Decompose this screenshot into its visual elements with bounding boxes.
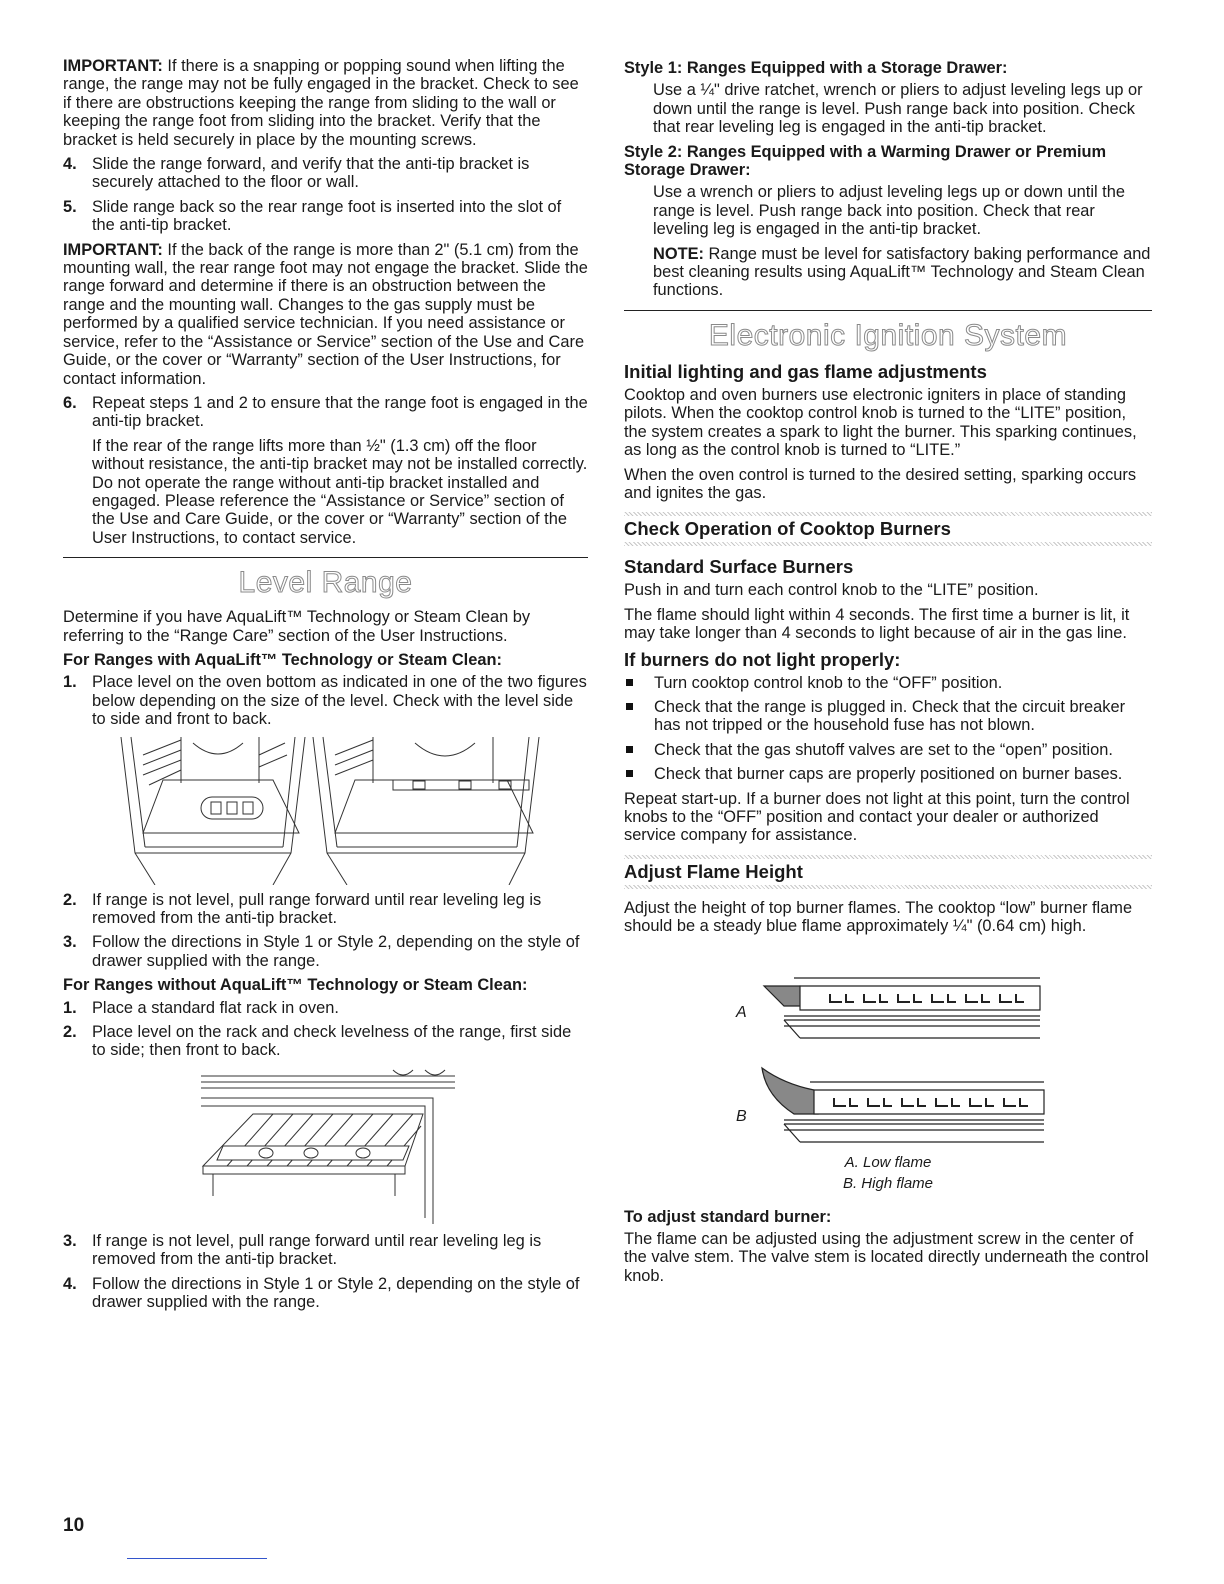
initial-paragraph-2: When the oven control is turned to the desired setting, sparking occurs and ignites the gas. [624,465,1137,502]
step-text: Slide the range forward, and verify that the anti-tip bracket is securely attached to the floor or wall. [92,155,530,192]
standard-paragraph-1: Push in and turn each control knob to the “LITE” position. [624,581,1039,600]
step-text: Follow the directions in Style 1 or Style 2, depending on the style of drawer supplied with the range. [92,1274,580,1312]
style-1-heading: Style 1: Ranges Equipped with a Storage Drawer: [624,59,1008,77]
bullet-square-icon [626,703,633,710]
with-step-1 [63,673,588,728]
oven-figure-1 [121,737,305,885]
step-number: 6. [63,393,77,412]
high-flame-figure [762,1068,1044,1142]
level-intro: Determine if you have AquaLift™ Technology or Steam Clean by referring to the “Range Care” section of the User Instructions. [63,608,531,645]
important-note-1 [63,57,588,149]
rack-level-figure [63,1066,588,1226]
standard-burners-heading: Standard Surface Burners [624,556,854,578]
section-divider [624,310,1152,311]
without-aqualift-heading: For Ranges without AquaLift™ Technology or Steam Clean: [63,976,528,995]
flame-diagram [754,956,1174,1146]
note-label: NOTE: [653,244,704,263]
step-text: If range is not level, pull range forward until rear leveling leg is removed from the anti-tip bracket. [92,890,542,927]
step-text: Repeat steps 1 and 2 to ensure that the range foot is engaged in the anti-tip bracket. [92,393,588,431]
step-text: Slide range back so the rear range foot is inserted into the slot of the anti-tip bracket. [92,197,562,235]
oven-level-figures [63,735,588,885]
caption-low-flame: A. Low flame [844,1153,932,1171]
oven-figure-2 [313,737,539,885]
style-2-heading: Style 2: Ranges Equipped with a Warming Drawer or Premium Storage Drawer: [624,142,1107,180]
step-number: 5. [63,197,77,216]
bullet-item [624,698,1152,735]
step-number: 4. [63,1274,77,1293]
without-step-4 [63,1275,588,1312]
left-column [63,57,588,1317]
step-5 [63,198,588,235]
bullet-text: Check that burner caps are properly positioned on burner bases. [654,765,1123,784]
step-text: Place level on the oven bottom as indicated in one of the two figures below depending on the size of the level. Check with the level side to side and front to back. [92,673,587,729]
electronic-ignition-title: Electronic Ignition System [708,318,1068,352]
step-text: Place level on the rack and check levelness of the range, first side to side; then front to back. [92,1023,572,1060]
step-text: Place a standard flat rack in oven. [92,998,339,1017]
bullet-text: Check that the range is plugged in. Check that the circuit breaker has not tripped or the household fuse has not blown. [654,697,1126,735]
to-adjust-heading: To adjust standard burner: [624,1207,832,1226]
step-6 [63,394,588,431]
repeat-paragraph: Repeat start-up. If a burner does not light at this point, turn the control knobs to the “OFF” position and contact your dealer or authorized service company for assistance. [624,789,1130,845]
to-adjust-paragraph: The flame can be adjusted using the adjustment screw in the center of the valve stem. The valve stem is located directly underneath the control knob. [624,1230,1149,1285]
with-aqualift-heading: For Ranges with AquaLift™ Technology or Steam Clean: [63,650,502,669]
standard-paragraph-2: The flame should light within 4 seconds. The first time a burner is lit, it may take longer than 4 seconds to light because of air in the gas line. [624,605,1130,643]
footer-line [127,1558,267,1559]
step-number: 3. [63,1231,77,1250]
step-number: 4. [63,155,77,174]
not-light-heading: If burners do not light properly: [624,648,901,670]
step-text: Follow the directions in Style 1 or Style 2, depending on the style of drawer supplied with the range. [92,933,580,970]
important-label: IMPORTANT: [63,57,163,75]
bullet-square-icon [626,746,633,753]
bullet-item [624,674,1152,692]
style-1-text: Use a ¼" drive ratchet, wrench or pliers to adjust leveling legs up or down until the range is level. Push range back into position. Check that rear leveling leg is engaged in the anti-tip bracket. [653,81,1143,137]
step-6-note: If the rear of the range lifts more than ½" (1.3 cm) off the floor without resistance, the anti-tip bracket may not be installed correctly. Do not operate the range without anti-tip bracket installed and engaged. Please reference the “Assistance or Service” section of the Use and Care Guide, or the cover or “Warranty” section of the User Instructions, to contact service. [92,436,588,547]
page-number: 10 [63,1515,85,1536]
bullet-square-icon [626,679,633,686]
adjust-paragraph: Adjust the height of top burner flames. The cooktop “low” burner flame should be a steady blue flame approximately ¼" (0.64 cm) high. [624,898,1133,936]
figure-label-b: B [736,1107,747,1125]
check-operation-banner: Check Operation of Cooktop Burners [624,512,1152,546]
important-text: If the back of the range is more than 2" (5.1 cm) from the mounting wall, the rear range foot may not engage the bracket. Slide the range forward and determine if there is an obstruction between the range and the mounting wall. Changes to the gas supply must be performed by a qualified service technician. If you need assistance or service, refer to the “Assistance or Service” section of the Use and Care Guide, or the cover or “Warranty” section of the User Instructions, for contact information. [63,240,588,388]
flame-captions [624,1152,1152,1194]
adjust-flame-banner: Adjust Flame Height [624,855,1152,889]
important-label: IMPORTANT: [63,240,163,259]
level-note [624,245,1152,300]
step-number: 3. [63,933,77,952]
section-divider [63,557,588,558]
right-column [624,57,1152,1291]
with-step-3 [63,933,588,970]
bullet-text: Turn cooktop control knob to the “OFF” position. [654,673,1003,692]
bullet-item [624,741,1152,759]
bullet-square-icon [626,770,633,777]
low-flame-figure [764,978,1040,1038]
figure-label-a: A [736,1003,747,1021]
step-number: 1. [63,998,77,1017]
step-number: 2. [63,1023,77,1042]
caption-high-flame: B. High flame [842,1174,934,1192]
style-2-text: Use a wrench or pliers to adjust leveling legs up or down until the range is level. Push range back into position. Check that rear leveling leg is engaged in the anti-tip bracket. [653,183,1125,239]
step-text: If range is not level, pull range forward until rear leveling leg is removed from the anti-tip bracket. [92,1231,542,1269]
flame-figures [624,956,1152,1146]
note-text: Range must be level for satisfactory baking performance and best cleaning results using AquaLift™ Technology and Steam Clean functions. [653,244,1151,300]
without-step-1 [63,999,588,1017]
without-step-3 [63,1232,588,1269]
important-text: If there is a snapping or popping sound when lifting the range, the range may not be fully engaged in the bracket. Check to see if there are obstructions keeping the range from sliding to the wall or keeping the range foot from sliding into the bracket. Verify that the bracket is held securely in place by the mounting screws. [63,57,579,149]
bullet-text: Check that the gas shutoff valves are set to the “open” position. [654,740,1113,759]
step-number: 2. [63,890,77,909]
without-step-2 [63,1023,588,1060]
important-note-2 [63,241,588,388]
step-number: 1. [63,673,77,692]
level-range-title: Level Range [238,566,413,600]
step-4 [63,155,588,192]
initial-paragraph-1: Cooktop and oven burners use electronic igniters in place of standing pilots. When the cooktop control knob is turned to the “LITE” position, the system creates a spark to light the burner. This sparking continues, as long as the control knob is turned to “LITE.” [624,385,1137,460]
with-step-2 [63,891,588,928]
initial-lighting-heading: Initial lighting and gas flame adjustments [624,360,987,382]
bullet-item [624,765,1152,783]
